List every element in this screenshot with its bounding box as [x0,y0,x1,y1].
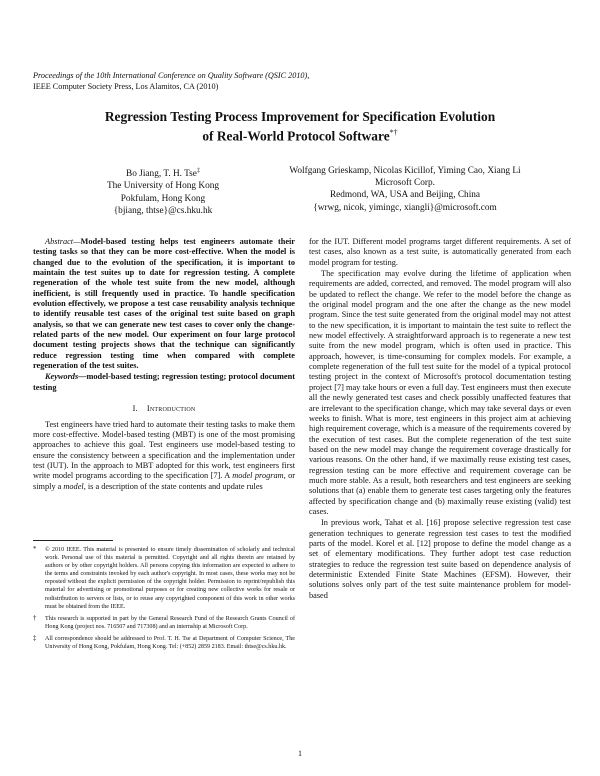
footnote-rule [33,540,113,541]
keywords [33,372,295,393]
author-block-microsoft [240,165,570,214]
title-line-2: of Real-World Protocol Software [202,128,390,144]
venue-line-2: IEEE Computer Society Press, Los Alamitos, CA (2010) [33,81,219,91]
intro-text-e: , is a description of the state contents and update rules [83,481,263,491]
affiliation-hku-2: Pokfulam, Hong Kong [120,193,206,204]
page-number: 1 [298,749,302,758]
venue-line-1: Proceedings of the 10th International Conference on Quality Software (QSIC 2010), [33,71,310,80]
email-hku: {bjiang, thtse}@cs.hku.hk [113,205,213,216]
author-footnote-mark: ‡ [196,168,200,174]
left-column [33,237,295,492]
footnote-correspondence [33,635,295,651]
affiliation-hku-1: The University of Hong Kong [106,181,220,192]
intro-term-model: model [63,481,84,491]
right-paragraph-2: In previous work, Tahat et al. [16] propose selective regression test case generation techniques to generate regression test cases to test the modified parts of the model. Korel et al. [12] propose to define the model change as a set of elementary modifications. They further adopt test case reduction strategies to reduce the regression test suite based on dependence analysis of deterministic Extended Finite State Machines (EFSM). However, their solutions solves only part of the test suite maintenance problem for model-based [309,518,571,600]
abstract [33,237,295,371]
right-paragraph-1: The specification may evolve during the lifetime of application when requirements are added, corrected, and removed. The model program will also be updated to reflect the change. We refer to the model before the change as the original model program and the one after the change as the new model program. Since the test suite generated from the original model may not attest to the new specification, it is important to maintain the test suite to reflect the new model effectively. A straightforward approach is to regenerate a new test suite from the new model program, which is often used in practice. This approach, however, is time-consuming for complex models. For example, a complete regeneration of the full test suite for the model of a typical protocol testing project in the context of Microsoft's protocol documentation testing project [7] may take hours or even a full day. Test engineers must then execute all the newly generated test cases and check possibly unaffected features that are irrelevant to the specification change, which may take several days or even weeks to finish. What is more, test engineers in this project aim at achieving high requirement coverage, which is a measure of the requirements covered by the execution of test cases. But the complete regeneration of the test suite based on the new model may change the requirement coverage drastically for various reasons. On the other hand, if we maximally reuse existing test cases, regression testing can be more effective and requirement coverage can be much more stable. As a result, both researchers and test engineers are seeking solutions that (a) enable them to generate test cases targeting only the features affected by specification change and (b) maximally reuse existing (valid) test cases. [309,269,571,516]
email-microsoft: {wrwg, nicok, yimingc, xiangli}@microsoft.com [313,202,497,213]
keywords-body: model-based testing; regression testing; protocol document testing [33,372,295,392]
intro-paragraph-1 [33,420,295,492]
author-block-hku [73,165,253,217]
footnote-mark-star: * [33,546,37,553]
author-names-hku: Bo Jiang, T. H. Tse [126,169,197,180]
section-title: Introduction [146,404,196,414]
venue-note [33,71,433,92]
section-heading [33,404,295,414]
affiliation-microsoft-1: Microsoft Corp. [375,178,435,189]
footnote-mark-dagger: † [33,614,37,622]
right-column [309,237,571,601]
intro-text-a: Test engineers have tried hard to automate their testing tasks to make them more cost-effective. Model-based testing (MBT) is one of the most promising approaches to achieve this goal. Test engineers use model-based testing to ensure the consistency between a specification and the implementation under test (IUT). In the approach to MBT adopted for this work, test engineers first write model programs according to the specification [7]. A [33,419,295,481]
footnote-copyright [33,546,295,611]
keywords-lead: Keywords— [45,372,87,382]
right-paragraph-0: for the IUT. Different model programs target different requirements. A set of test cases, also known as a test suite, is automatically generated from each model program for testing. [309,237,571,267]
affiliation-microsoft-2: Redmond, WA, USA and Beijing, China [329,190,481,201]
footnote-mark-ddagger: ‡ [33,634,37,642]
abstract-body: Model-based testing helps test engineers automate their testing tasks so that they can be more cost-effective. When the model is changed due to the evolution of the specification, it is important to maintain the test suites up to date for regression testing. A complete regeneration of the whole test suite from the new model, although inefficient, is still frequently used in practice. To handle specification evolution effectively, we propose a test case reusability analysis technique to identify reusable test cases of the original test suite based on graph analysis, so that we can generate new test cases to cover only the change-related parts of the new model. Our experiment on four large protocol document testing projects shows that the technique can significantly reduce regression testing time when compared with complete regeneration of the test suites. [33,237,295,371]
footnote-correspondence-text: All correspondence should be addressed to Prof. T. H. Tse at Department of Computer Science, The University of Hong Kong, Pokfulam, Hong Kong. Tel: (+852) 2859 2183. Email: thtse@cs.hku.hk. [45,635,295,651]
footnote-funding [33,615,295,631]
abstract-lead: Abstract— [45,237,81,246]
intro-term-model-program: model program [232,471,284,481]
paper-title [60,109,540,144]
intro-text-c: , or simply a [33,471,296,491]
title-footnote-marks: *† [389,128,398,137]
footnote-copyright-text: © 2010 IEEE. This material is presented to ensure timely dissemination of scholarly and technical work. Personal use of this material is permitted. Copyright and all rights therein are retained by authors or by other copyright holders. All persons copying this information are expected to adhere to the terms and constraints invoked by each author's copyright. In most cases, these works may not be reposted without the explicit permission of the copyright holder. Permission to reprint/republish this material for advertising or promotional purposes or for creating new collective works for resale or redistribution to servers or lists, or to reuse any copyrighted component of this work in other works must be obtained from the IEEE. [45,547,295,610]
footnotes [33,546,295,655]
footnote-funding-text: This research is supported in part by the General Research Fund of the Research Grants Council of Hong Kong (project nos. 716507 and 717308) and an internship at Microsoft Corp. [45,615,295,630]
author-names-microsoft: Wolfgang Grieskamp, Nicolas Kicillof, Yiming Cao, Xiang Li [289,166,521,176]
section-number: I. [132,404,138,414]
title-line-1: Regression Testing Process Improvement for Specification Evolution [104,109,496,124]
